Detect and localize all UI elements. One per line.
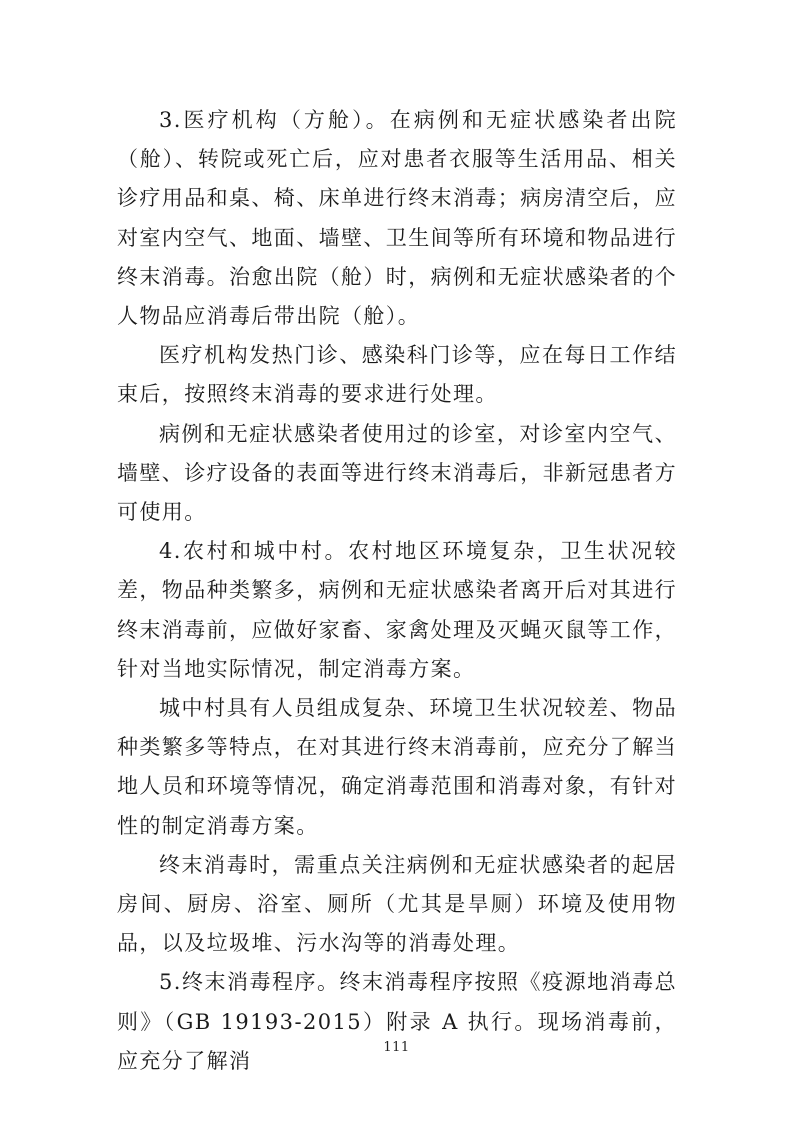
page-number: 111 xyxy=(383,1040,410,1055)
paragraph-key-focus: 终末消毒时，需重点关注病例和无症状感染者的起居房间、厨房、浴室、厕所（尤其是旱厕）环境及使用物品，以及垃圾堆、污水沟等的消毒处理。 xyxy=(117,852,677,956)
paragraph-medical-institutions: 3.医疗机构（方舱）。在病例和无症状感染者出院（舱）、转院或死亡后，应对患者衣服等生活用品、相关诊疗用品和桌、椅、床单进行终末消毒；病房清空后，应对室内空气、地面、墙壁、卫生间等所有环境和物品进行终末消毒。治愈出院（舱）时，病例和无症状感染者的个人物品应消毒后带出院（舱）。 xyxy=(117,108,677,329)
paragraph-disinfection-procedure: 5.终末消毒程序。终末消毒程序按照《疫源地消毒总则》（GB 19193-2015）附录 A 执行。现场消毒前，应充分了解消 xyxy=(117,970,677,1073)
paragraph-rural-areas: 4.农村和城中村。农村地区环境复杂，卫生状况较差，物品种类繁多，病例和无症状感染者离开后对其进行终末消毒前，应做好家畜、家禽处理及灭蝇灭鼠等工作，针对当地实际情况，制定消毒方案。 xyxy=(117,539,677,681)
document-body xyxy=(117,101,677,1081)
paragraph-urban-villages: 城中村具有人员组成复杂、环境卫生状况较差、物品种类繁多等特点，在对其进行终末消毒前，应充分了解当地人员和环境等情况，确定消毒范围和消毒对象，有针对性的制定消毒方案。 xyxy=(117,696,677,838)
paragraph-consulting-rooms: 病例和无症状感染者使用过的诊室，对诊室内空气、墙壁、诊疗设备的表面等进行终末消毒后，非新冠患者方可使用。 xyxy=(117,421,677,525)
paragraph-fever-clinics: 医疗机构发热门诊、感染科门诊等，应在每日工作结束后，按照终末消毒的要求进行处理。 xyxy=(117,343,677,407)
